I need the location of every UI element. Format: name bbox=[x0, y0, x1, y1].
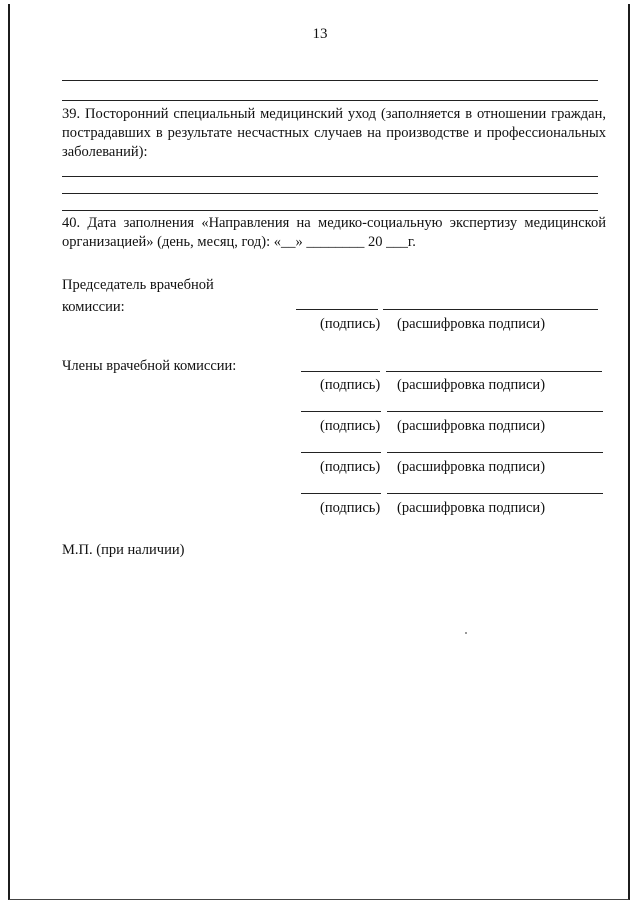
decoding-line bbox=[386, 371, 602, 372]
signature-caption: (подпись) bbox=[320, 377, 381, 393]
decoding-line bbox=[383, 309, 598, 310]
signature-line bbox=[296, 309, 378, 310]
fill-line bbox=[62, 100, 598, 101]
signature-line bbox=[301, 411, 381, 412]
chairman-label-cont: комиссии: bbox=[62, 299, 125, 315]
decoding-caption: (расшифровка подписи) bbox=[397, 418, 546, 434]
fill-line bbox=[62, 176, 598, 177]
signature-caption: (подпись) bbox=[320, 459, 381, 475]
scan-speck bbox=[465, 632, 467, 634]
fill-line bbox=[62, 193, 598, 194]
decoding-line bbox=[387, 411, 603, 412]
fill-line bbox=[62, 210, 598, 211]
chairman-label: Председатель врачебной bbox=[62, 277, 214, 293]
decoding-line bbox=[387, 493, 603, 494]
page-number: 13 bbox=[312, 26, 328, 42]
decoding-caption: (расшифровка подписи) bbox=[397, 459, 546, 475]
fill-line bbox=[62, 80, 598, 81]
signature-caption: (подпись) bbox=[320, 316, 381, 332]
signature-line bbox=[301, 452, 381, 453]
signature-caption: (подпись) bbox=[320, 500, 381, 516]
signature-line bbox=[301, 371, 380, 372]
decoding-caption: (расшифровка подписи) bbox=[397, 316, 546, 332]
item-39-text: 39. Посторонний специальный медицинский уход (заполняется в отношении граждан, пострадавших в результате несчастных случаев на производстве и профессиональных заболеваний): bbox=[62, 106, 606, 160]
members-label: Члены врачебной комиссии: bbox=[62, 358, 237, 374]
decoding-caption: (расшифровка подписи) bbox=[397, 377, 546, 393]
decoding-caption: (расшифровка подписи) bbox=[397, 500, 546, 516]
signature-line bbox=[301, 493, 381, 494]
item-40-text: 40. Дата заполнения «Направления на медико-социальную экспертизу медицинской организацией» (день, месяц, год): «__» ________ 20 ___г. bbox=[62, 215, 606, 250]
decoding-line bbox=[387, 452, 603, 453]
seal-note: М.П. (при наличии) bbox=[62, 542, 185, 558]
signature-caption: (подпись) bbox=[320, 418, 381, 434]
